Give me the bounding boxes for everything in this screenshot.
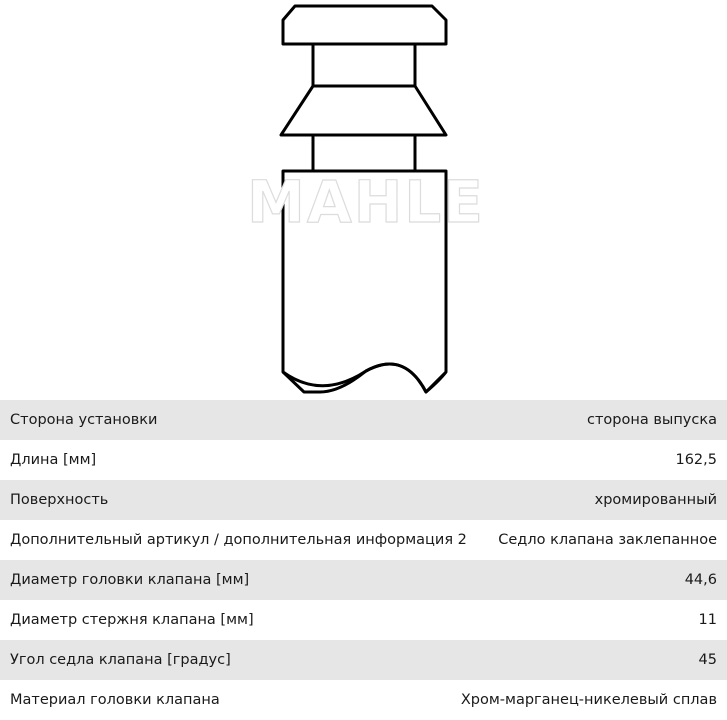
spec-value: 44,6 <box>684 572 717 588</box>
spec-row <box>0 400 727 440</box>
spec-value: 11 <box>698 612 717 628</box>
spec-row <box>0 680 727 720</box>
spec-table <box>0 400 727 720</box>
valve-tip-shape <box>283 6 446 44</box>
valve-lower-neck-shape <box>313 135 415 171</box>
valve-end-curve <box>283 364 446 392</box>
spec-value: Седло клапана заклепанное <box>498 532 717 548</box>
spec-label: Материал головки клапана <box>10 692 220 708</box>
spec-row <box>0 440 727 480</box>
spec-label: Поверхность <box>10 492 109 508</box>
spec-row <box>0 640 727 680</box>
spec-value: сторона выпуска <box>586 412 717 428</box>
spec-label: Сторона установки <box>10 412 158 428</box>
spec-row <box>0 480 727 520</box>
valve-collet-shape <box>281 86 446 135</box>
spec-value: 45 <box>698 652 717 668</box>
spec-label: Длина [мм] <box>10 452 97 468</box>
spec-value: хромированный <box>594 492 717 508</box>
valve-upper-neck-shape <box>313 44 415 86</box>
spec-row <box>0 560 727 600</box>
spec-label: Диаметр стержня клапана [мм] <box>10 612 254 628</box>
spec-label: Дополнительный артикул / дополнительная информация 2 <box>10 532 467 548</box>
spec-label: Диаметр головки клапана [мм] <box>10 572 250 588</box>
spec-row <box>0 600 727 640</box>
spec-value: 162,5 <box>675 452 717 468</box>
brand-watermark: MAHLE <box>247 168 485 236</box>
spec-value: Хром-марганец-никелевый сплав <box>460 692 717 708</box>
spec-label: Угол седла клапана [градус] <box>10 652 231 668</box>
spec-row <box>0 520 727 560</box>
